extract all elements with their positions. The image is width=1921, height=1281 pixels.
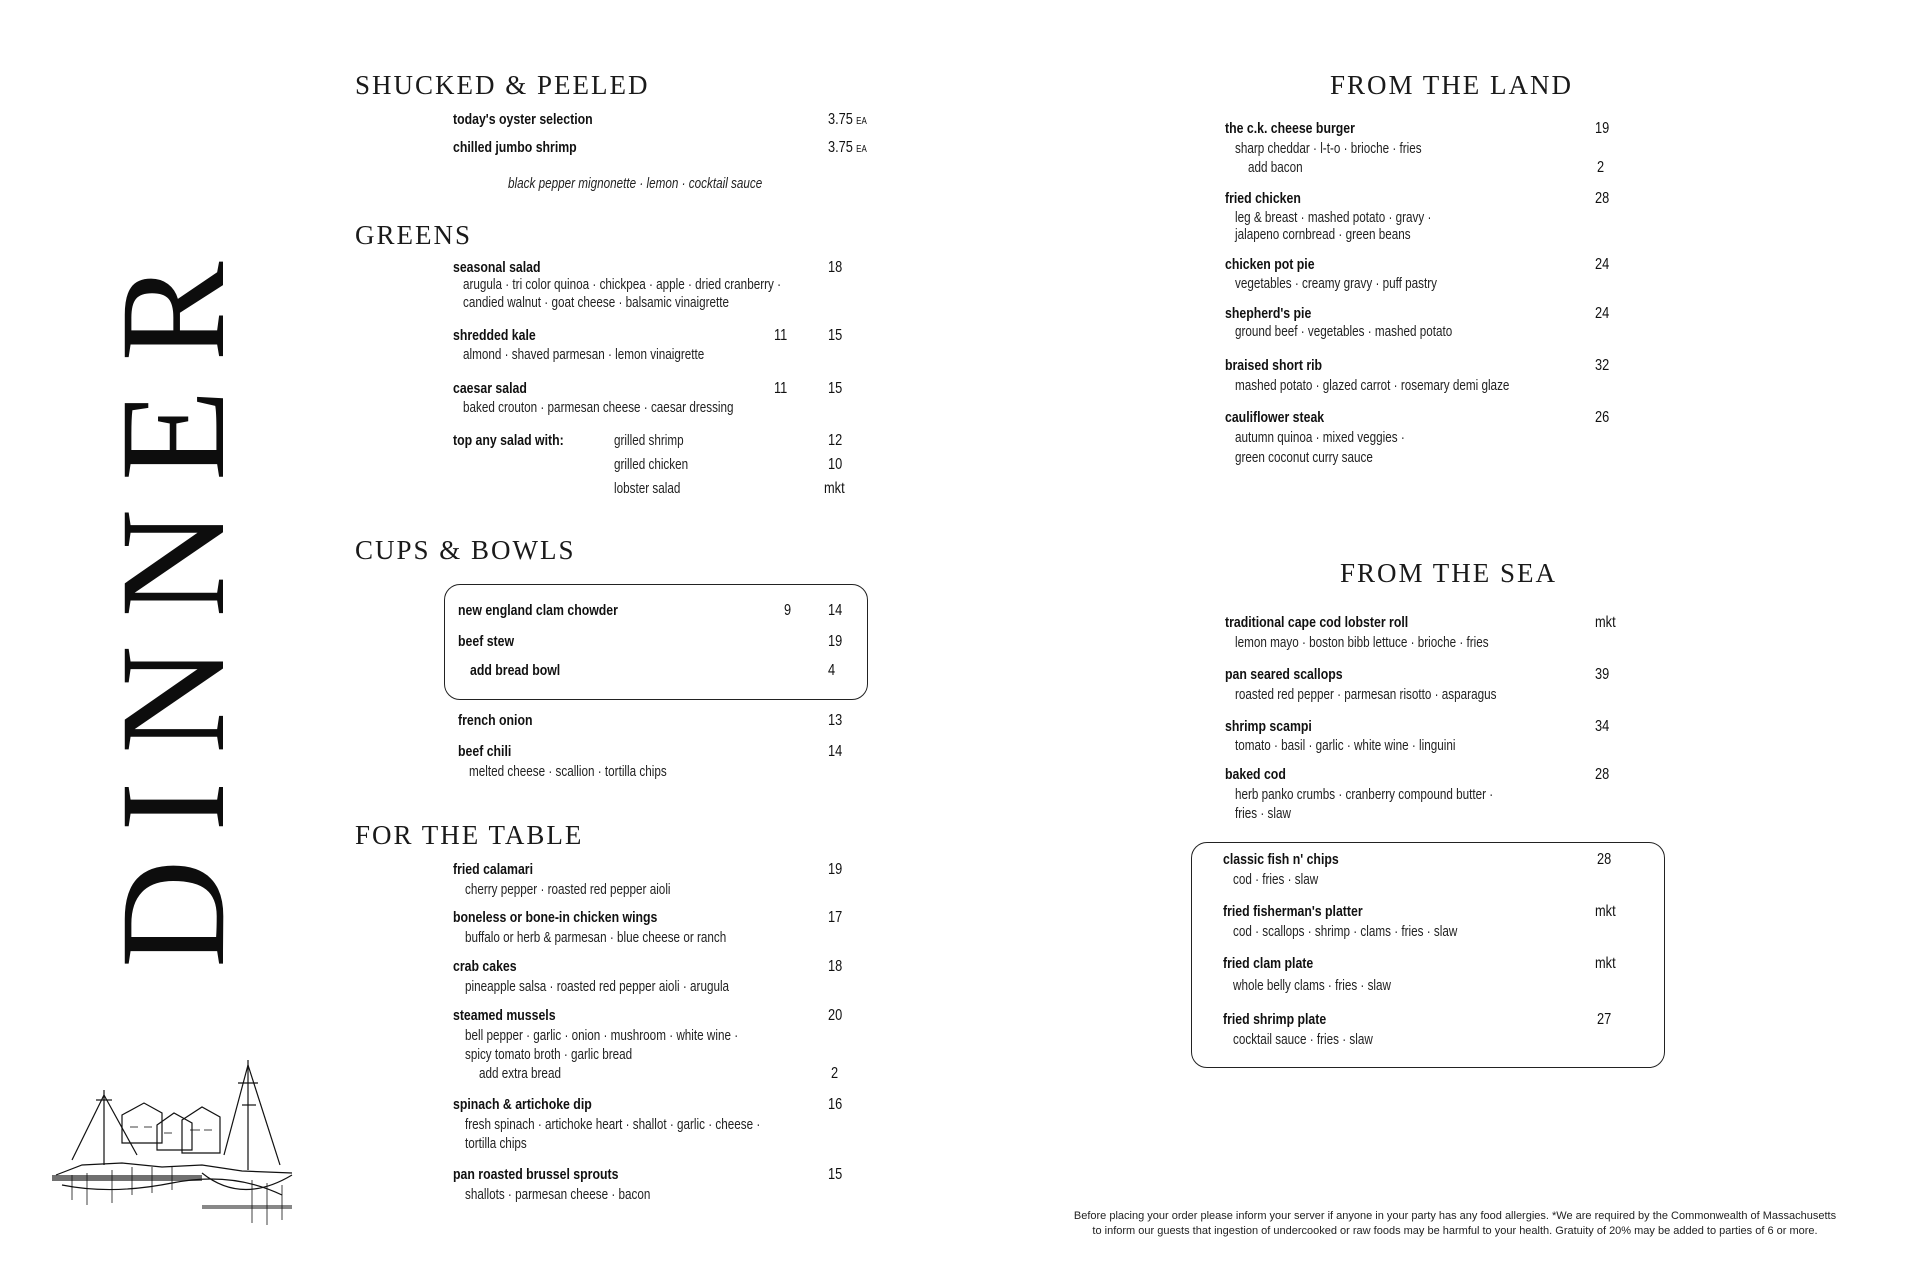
item-price-small: 11 (774, 327, 788, 344)
item-price: 32 (1595, 357, 1610, 374)
item-desc: mashed potato · glazed carrot · rosemary demi glaze (1235, 377, 1510, 394)
item-price: 14 (828, 602, 843, 619)
item-price: 15 (828, 380, 843, 397)
item-name: pan roasted brussel sprouts (453, 1166, 619, 1183)
item-extra-price: 2 (1597, 159, 1605, 176)
item-price: mkt (1595, 614, 1616, 631)
item-desc: buffalo or herb & parmesan · blue cheese or ranch (465, 929, 727, 946)
item-price: 18 (828, 259, 843, 276)
item-price-small: 9 (784, 602, 792, 619)
item-desc: pineapple salsa · roasted red pepper aioli · arugula (465, 978, 730, 995)
item-desc: sharp cheddar · l-t-o · brioche · fries (1235, 140, 1422, 157)
item-price: 34 (1595, 718, 1610, 735)
item-desc: leg & breast · mashed potato · gravy · (1235, 209, 1432, 226)
item-price: 19 (828, 861, 843, 878)
item-price: 24 (1595, 256, 1610, 273)
item-desc: herb panko crumbs · cranberry compound butter · (1235, 786, 1494, 803)
item-price: mkt (1595, 903, 1616, 920)
item-desc: lemon mayo · boston bibb lettuce · brioche · fries (1235, 634, 1489, 651)
item-desc: arugula · tri color quinoa · chickpea · apple · dried cranberry · (463, 276, 782, 293)
item-name: boneless or bone-in chicken wings (453, 909, 658, 926)
item-price-small: 11 (774, 380, 788, 397)
harbor-sketch-illustration (52, 1055, 312, 1230)
item-name: caesar salad (453, 380, 527, 397)
item-desc: bell pepper · garlic · onion · mushroom · white wine · (465, 1027, 739, 1044)
item-name: shredded kale (453, 327, 536, 344)
item-desc: vegetables · creamy gravy · puff pastry (1235, 275, 1438, 292)
item-price: 14 (828, 743, 843, 760)
item-price: 28 (1595, 766, 1610, 783)
topper-name: grilled shrimp (614, 432, 684, 449)
topper-price: mkt (824, 480, 845, 497)
item-price: 27 (1597, 1011, 1612, 1028)
item-name: classic fish n' chips (1223, 851, 1339, 868)
item-name: fried calamari (453, 861, 534, 878)
item-price: 20 (828, 1007, 843, 1024)
item-name: shrimp scampi (1225, 718, 1312, 735)
item-extra: add extra bread (479, 1065, 561, 1082)
item-price: 26 (1595, 409, 1610, 426)
item-name: chilled jumbo shrimp (453, 139, 577, 156)
section-title-greens: GREENS (355, 220, 473, 250)
item-desc: tortilla chips (465, 1135, 527, 1152)
item-price: 19 (828, 633, 843, 650)
item-desc: candied walnut · goat cheese · balsamic vinaigrette (463, 294, 730, 311)
item-name: baked cod (1225, 766, 1286, 783)
item-desc: baked crouton · parmesan cheese · caesar dressing (463, 399, 734, 416)
topper-label: top any salad with: (453, 432, 564, 449)
item-desc: jalapeno cornbread · green beans (1235, 226, 1411, 243)
item-price: 17 (828, 909, 843, 926)
item-price: 28 (1597, 851, 1612, 868)
item-name: fried clam plate (1223, 955, 1314, 972)
allergy-footnote (1020, 1209, 1890, 1239)
item-desc: ground beef · vegetables · mashed potato (1235, 323, 1453, 340)
item-name: spinach & artichoke dip (453, 1096, 592, 1113)
topper-name: lobster salad (614, 480, 681, 497)
footnote-line: to inform our guests that ingestion of undercooked or raw foods may be harmful to your health. Gratuity of 20% may be added to parties of 6 or more. (1092, 1225, 1818, 1237)
item-price: 3.75 EA (828, 111, 867, 128)
item-desc: green coconut curry sauce (1235, 449, 1373, 466)
footnote-line: Before placing your order please inform your server if anyone in your party has any food allergies. *We are required by the Commonwealth of Massachusetts (1073, 1210, 1837, 1222)
item-desc: cod · fries · slaw (1233, 871, 1319, 888)
item-name: crab cakes (453, 958, 517, 975)
item-desc: roasted red pepper · parmesan risotto · asparagus (1235, 686, 1497, 703)
item-price: 19 (1595, 120, 1610, 137)
item-name: fried fisherman's platter (1223, 903, 1363, 920)
section-title-sea: FROM THE SEA (1340, 558, 1558, 588)
item-price: 18 (828, 958, 843, 975)
item-extra: add bacon (1248, 159, 1303, 176)
item-name: seasonal salad (453, 259, 541, 276)
sauce-note: black pepper mignonette · lemon · cocktail sauce (508, 175, 763, 192)
topper-name: grilled chicken (614, 456, 689, 473)
item-name: today's oyster selection (453, 111, 593, 128)
item-name: fried chicken (1225, 190, 1301, 207)
item-desc: almond · shaved parmesan · lemon vinaigrette (463, 346, 705, 363)
item-price: 15 (828, 327, 843, 344)
item-name: pan seared scallops (1225, 666, 1343, 683)
item-price: 3.75 EA (828, 139, 867, 156)
dinner-title: DINNER (90, 233, 256, 968)
item-price: mkt (1595, 955, 1616, 972)
item-desc: tomato · basil · garlic · white wine · linguini (1235, 737, 1456, 754)
item-name: beef stew (458, 633, 515, 650)
item-desc: cherry pepper · roasted red pepper aioli (465, 881, 671, 898)
item-price: 4 (828, 662, 836, 679)
section-title-shucked: SHUCKED & PEELED (355, 70, 650, 100)
item-desc: fresh spinach · artichoke heart · shallot · garlic · cheese · (465, 1116, 761, 1133)
item-price: 28 (1595, 190, 1610, 207)
item-price: 24 (1595, 305, 1610, 322)
item-name: the c.k. cheese burger (1225, 120, 1355, 137)
item-name: add bread bowl (470, 662, 561, 679)
item-name: cauliflower steak (1225, 409, 1325, 426)
item-price: 16 (828, 1096, 843, 1113)
item-extra-price: 2 (831, 1065, 839, 1082)
item-name: new england clam chowder (458, 602, 618, 619)
item-desc: shallots · parmesan cheese · bacon (465, 1186, 651, 1203)
item-desc: autumn quinoa · mixed veggies · (1235, 429, 1405, 446)
item-name: french onion (458, 712, 533, 729)
item-desc: spicy tomato broth · garlic bread (465, 1046, 633, 1063)
item-price: 15 (828, 1166, 843, 1183)
item-name: chicken pot pie (1225, 256, 1315, 273)
item-name: beef chili (458, 743, 512, 760)
topper-price: 10 (828, 456, 843, 473)
item-desc: fries · slaw (1235, 805, 1291, 822)
item-name: shepherd's pie (1225, 305, 1312, 322)
item-desc: cod · scallops · shrimp · clams · fries · slaw (1233, 923, 1458, 940)
section-title-table: FOR THE TABLE (355, 820, 584, 850)
item-desc: melted cheese · scallion · tortilla chips (469, 763, 667, 780)
item-name: braised short rib (1225, 357, 1323, 374)
section-title-cups: CUPS & BOWLS (355, 535, 576, 565)
section-title-land: FROM THE LAND (1330, 70, 1574, 100)
item-price: 39 (1595, 666, 1610, 683)
item-desc: cocktail sauce · fries · slaw (1233, 1031, 1373, 1048)
item-name: steamed mussels (453, 1007, 556, 1024)
item-name: fried shrimp plate (1223, 1011, 1327, 1028)
item-desc: whole belly clams · fries · slaw (1233, 977, 1391, 994)
topper-price: 12 (828, 432, 843, 449)
item-name: traditional cape cod lobster roll (1225, 614, 1409, 631)
item-price: 13 (828, 712, 843, 729)
